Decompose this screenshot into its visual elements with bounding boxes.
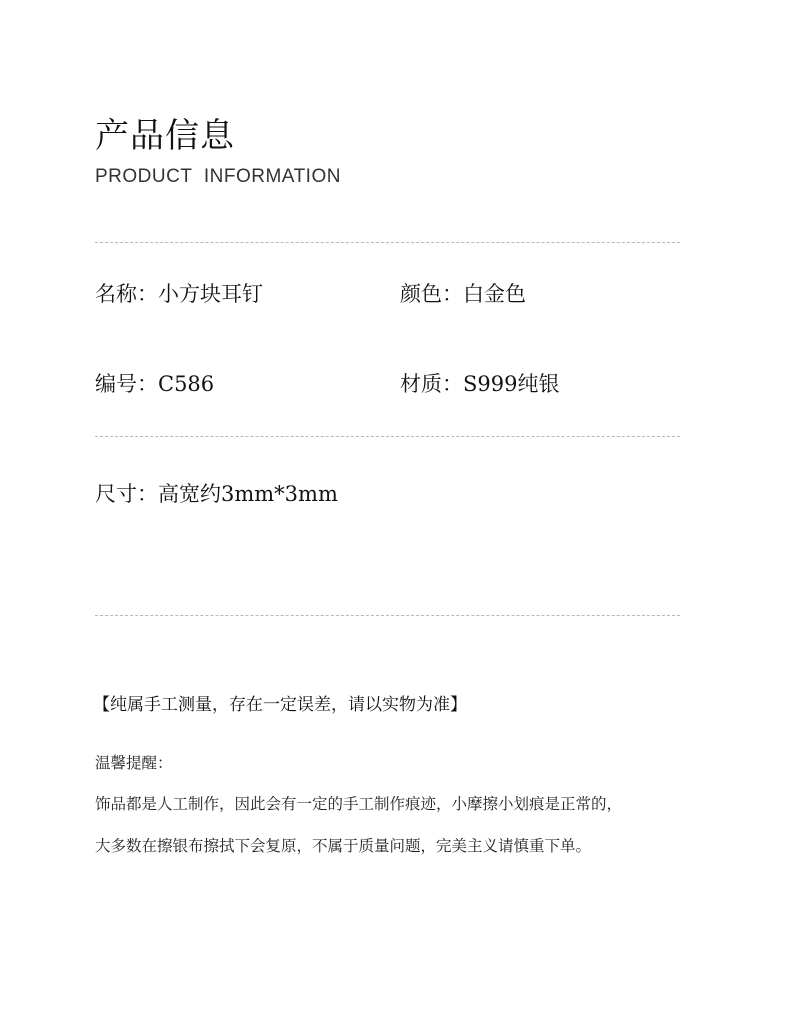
page-title: 产品信息 <box>95 116 235 156</box>
product-color: 颜色：白金色 <box>400 282 526 306</box>
product-code: 编号：C586 <box>95 372 215 396</box>
divider <box>95 242 680 243</box>
tips-line: 大多数在擦银布擦拭下会复原，不属于质量问题，完美主义请慎重下单。 <box>95 837 592 855</box>
divider <box>95 615 680 616</box>
page-subtitle: PRODUCT INFORMATION <box>95 166 341 187</box>
product-material: 材质：S999纯银 <box>400 372 560 396</box>
product-name: 名称：小方块耳钉 <box>95 282 263 306</box>
product-size: 尺寸：高宽约3mm*3mm <box>95 482 338 506</box>
tips-line: 饰品都是人工制作，因此会有一定的手工制作痕迹，小摩擦小划痕是正常的， <box>95 795 623 813</box>
measurement-notice: 【纯属手工测量，存在一定误差，请以实物为准】 <box>93 695 467 715</box>
tips-heading: 温馨提醒： <box>95 754 173 772</box>
divider <box>95 436 680 437</box>
